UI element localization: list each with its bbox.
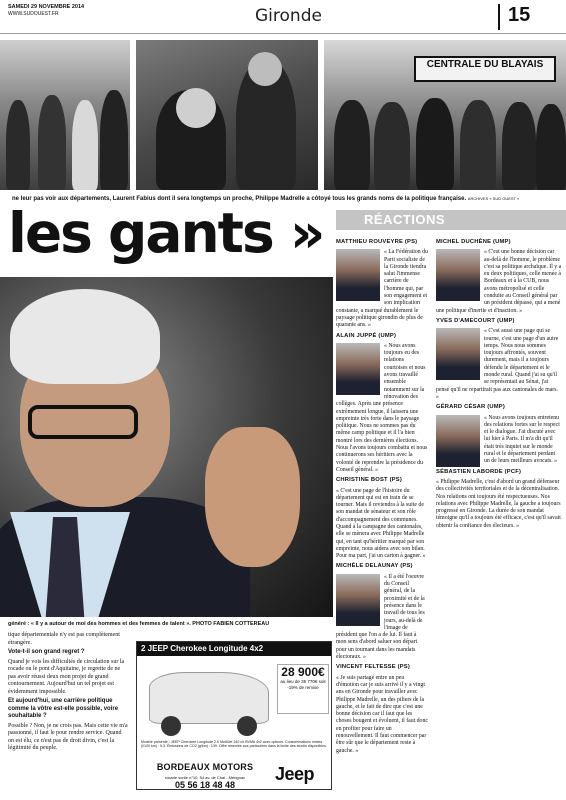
reaction-item — [336, 333, 428, 475]
article-headline: les gants » — [8, 201, 324, 265]
jeep-logo: Jeep — [275, 764, 315, 784]
page-number: 15 — [508, 4, 531, 26]
archive-photo-3 — [324, 40, 566, 190]
page-header — [0, 0, 566, 34]
reaction-text: « Je suis partagé entre un peu d'émotion car je suis arrivé il y a vingt ans en Gironde pour travailler avec Philippe Madrelle, un des piliers de la gauche, et le fait de dire que c'est une bonne décision car il faut que les choses bougent et évoluent, il faut donc en profiter pour faire un renouvellement. Il faut commencer par être sûr que le département reste à gauche. » — [336, 674, 428, 754]
author-photo — [436, 415, 480, 467]
site-url[interactable]: WWW.SUDOUEST.FR — [8, 11, 59, 17]
photo-caption: ne leur pas voir aux départements, Laurent Fabius dont il sera longtemps un proche, Philippe Madrelle a côtoyé tous les grands noms de la politique française. ARCHIVES « SUD OUEST » — [12, 196, 520, 202]
reaction-text: « Philippe Madrelle, c'est d'abord un grand défenseur des collectivités territoriales et de la décentralisation. Nos relations ont toujours été respectueuses. Nos relations avec Philippe Madrelle, la gauche a toujours progressé en Gironde. La durée de son mandat témoigne qu'il a toujours été efficace, c'est qu'il savait obtenir la confiance des électeurs. » — [436, 478, 561, 529]
reaction-author: ALAIN JUPPÉ (UMP) — [336, 332, 397, 339]
body-paragraph: Quand je vois les difficultés de circulation sur la rocade ou le pont d'Aquitaine, je regrette de ne pas avoir réussi deux mon projet de grand contournement. Aujourd'hui un tel projet est évidemment impossible. — [8, 658, 125, 695]
reaction-item — [336, 563, 428, 661]
interview-question: Et aujourd'hui, une carrière politique comme la vôtre est-elle possible, voire souhaitable ? — [8, 698, 119, 719]
dealer-block — [145, 760, 265, 790]
body-paragraph: Possible ? Non, je ne crois pas. Mais cette vie m'a passionné, il faut le pour rendre service. Quand on est élu, ce n'est pas de droit divin, c'est la légitimité du peuple. — [8, 722, 128, 751]
reaction-text: « C'est aussi une page qui se tourne, c'est une page d'un autre temps. Nous nous sommes toujours affrontés, souvent durement, mais il a toujours défendu le département et le monde rural. Quand j'ai su qu'il se représentait au Sénat, j'ai pensé qu'il ne repartirait pas aux cantonales de mars. » — [436, 328, 559, 400]
reaction-text: « Il a été l'oeuvre du Conseil général, de la proximité et de la présence dans le travail de tous les jours, au-delà de l'image de président que l'on a de lui. Il faut à mon sens d'abord saluer son départ pour un tournant dans les mandats électoraux. » — [336, 573, 425, 661]
jeep-advertisement[interactable] — [136, 641, 332, 790]
reaction-text: « Nous avons toujours eu des relations courtoises et nous avons travaillé ensemble notamment sur la rénovation des collèges. Après une présence extrêmement longue, il laissera une empreinte très forte dans le paysage politique. Nous ne sommes pas du même camp politique et il l'a bien montré lors des dernières élections. Nous l'avons toujours combattu et nous continuerons ses héritiers avec la volonté de reprendre la présidence du Conseil général. » — [336, 342, 428, 473]
reaction-item — [336, 477, 428, 560]
reaction-item — [436, 404, 562, 465]
dealer-name: BORDEAUX MOTORS — [156, 762, 254, 772]
centrale-sign: CENTRALE DU BLAYAIS — [414, 56, 556, 82]
reactions-column-a — [336, 237, 428, 797]
portrait-photo — [0, 277, 333, 617]
author-photo — [336, 343, 380, 395]
reaction-author: MICHEL DUCHÈNE (UMP) — [436, 239, 511, 245]
reaction-item — [436, 318, 562, 401]
archive-photo-1 — [0, 40, 130, 190]
reaction-author: YVES D'AMECOURT (UMP) — [436, 317, 515, 324]
ad-title: 2 JEEP Cherokee Longitude 4x2 — [137, 642, 332, 656]
wheel-icon — [237, 716, 257, 736]
ad-fine-print: Modèle présenté : JEEP Cherokee Longitude 2.0 MultiJet 140 ch BVM6 4x2 avec options. Consommations mixtes (l/100 km) : 5,3. Émissions de CO2 (g/km) : 139. Offre réservée aux particuliers dans la limite des stocks disponibles. — [141, 740, 327, 749]
reaction-item — [436, 469, 562, 530]
reaction-author: VINCENT FELTESSE (PS) — [336, 664, 410, 671]
author-photo — [436, 249, 480, 301]
reaction-author: CHRISTINE BOST (PS) — [336, 477, 402, 484]
reaction-text: « C'est une bonne décision car au-delà de l'homme, le problème c'est sa politique archaïque. Il y a eu deux politiques, celle menée à Bordeaux et à la CUB, nous avons métropolisé et celle conduite au Conseil général par un président dépassé, qui a mené une politique d'inertie et d'inaction. » — [436, 249, 562, 314]
dealer-phone[interactable]: 05 56 18 48 48 — [174, 780, 236, 790]
interview-question: Vote-t-il son grand regret ? — [8, 649, 85, 655]
header-divider — [498, 4, 500, 30]
author-photo — [436, 328, 480, 380]
portrait-caption: généré : « Il y a autour de moi des hommes et des femmes de talent ». PHOTO FABIEN COTTEREAU — [8, 621, 270, 627]
issue-date: SAMEDI 29 NOVEMBRE 2014 — [8, 4, 85, 10]
reaction-author: GÉRARD CÉSAR (UMP) — [436, 404, 505, 411]
wheel-icon — [161, 716, 181, 736]
photo-credit: ARCHIVES « SUD OUEST » — [467, 196, 520, 201]
reaction-item — [336, 239, 428, 330]
reaction-author: MICHÈLE DELAUNAY (PS) — [336, 563, 413, 570]
section-title: Gironde — [255, 6, 322, 26]
author-photo — [336, 574, 380, 626]
ad-price: 28 900€ — [281, 665, 325, 679]
dealer-address: rocade sortie n°10, 54 av. de Chal - Mérignac — [164, 775, 246, 780]
reaction-text: « La Fédération du Parti socialiste de la Gironde tiendra salut l'immense carrière de l'homme qui, par son engagement et son implication constante, a marqué durablement le paysage politique girondin de plus de quarante ans. » — [336, 249, 428, 329]
reactions-label: RÉACTIONS — [364, 212, 446, 227]
price-box — [277, 664, 329, 714]
body-paragraph: tique départementale n'y est pas complètement étrangère. — [8, 632, 120, 646]
reaction-author: SÉBASTIEN LABORDE (PCF) — [436, 468, 522, 475]
reaction-text: « Nous avons toujours entretenu des relations fortes sur le respect et le dialogue. J'ai discuté avec lui hier à Paris. Il m'a dit qu'il était très inquiet sur le monde rural et le département perdant un de leurs meilleurs avocats. » — [484, 414, 560, 465]
author-photo — [336, 249, 380, 301]
reaction-item — [436, 239, 562, 315]
ad-price-sub: au lieu de 35 770€ soit -19% de remise — [280, 679, 326, 690]
archive-photo-2 — [136, 40, 318, 190]
reactions-column-b — [436, 237, 562, 797]
reaction-item — [336, 664, 428, 755]
reaction-text: « C'est une page de l'histoire du département qui est en train de se tourner. Mais il reviendra à la suite de son mandat de sénateur et son rôle d'accompagnement des communes. Quand à la campagne des cantonales, elle se mènera avec Philippe Madrelle qui, en tant qu'héritier marqué par son empreinte, nous aidera avec son bilan. Pour ma part, j'ai un carton à gagner. » — [336, 487, 426, 560]
article-body — [8, 632, 128, 755]
reaction-author: MATTHIEU ROUVEYRE (PS) — [336, 239, 418, 245]
